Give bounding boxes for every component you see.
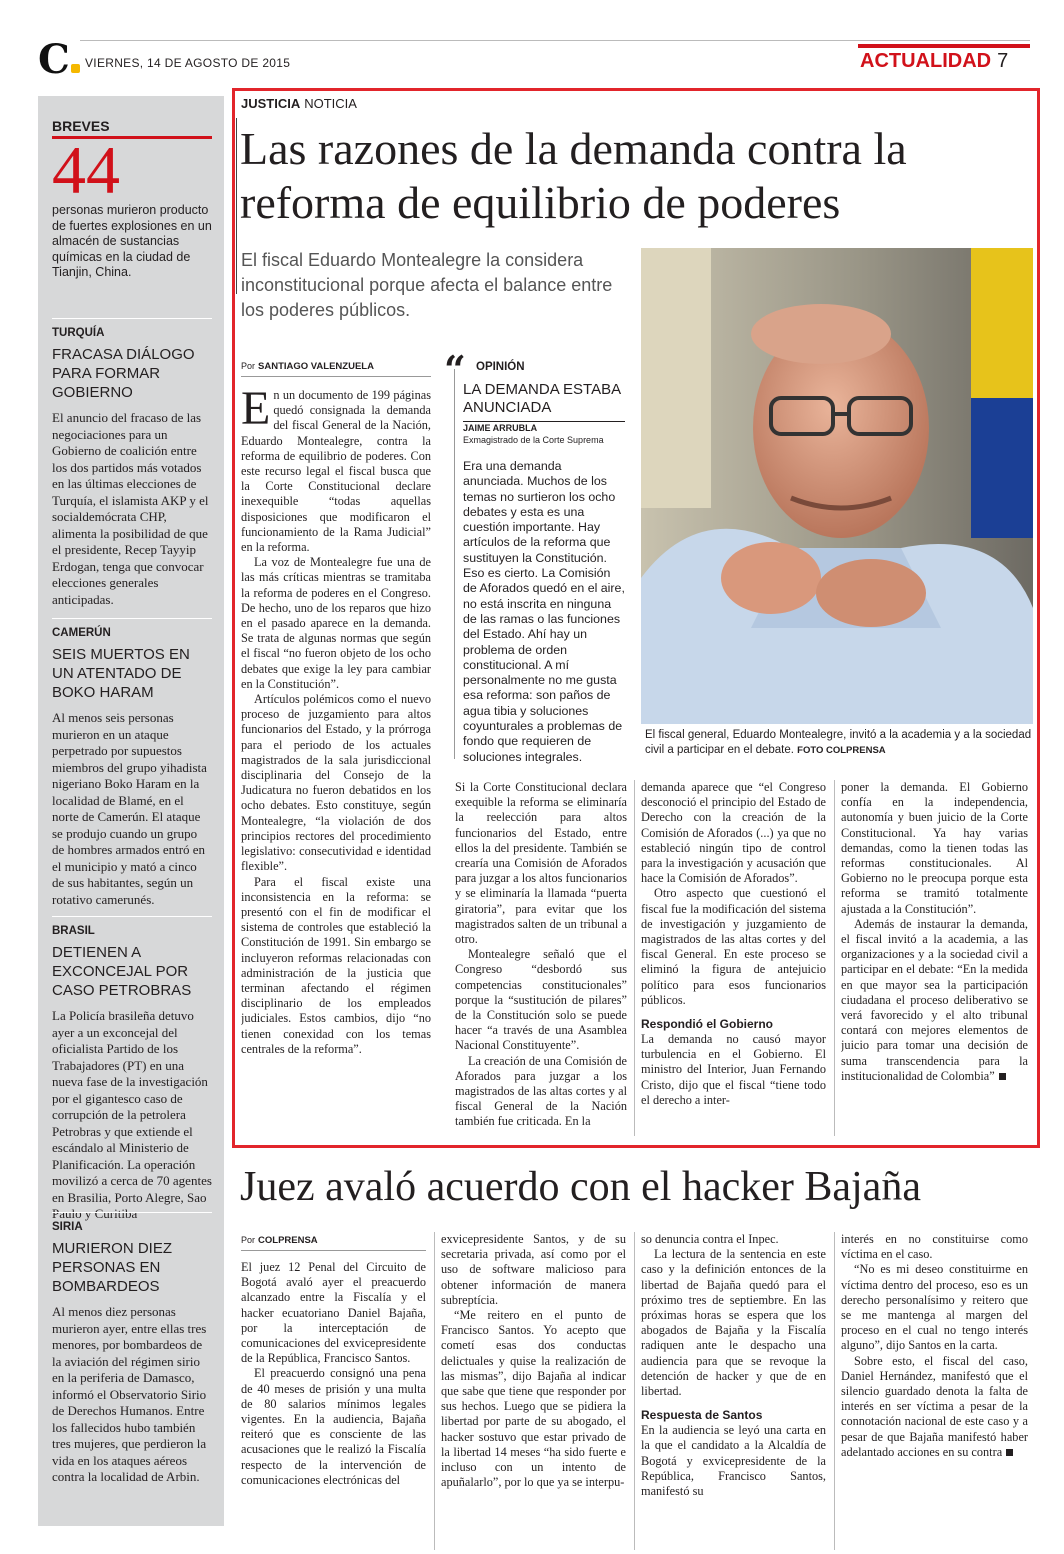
end-mark-icon bbox=[999, 1073, 1006, 1080]
body-paragraph: Si la Corte Constitucional declara exequible la reforma se eliminaría la reelección para altos funcionarios del Estado, entre ellos la del presidente. También se crearía una Comisión de Aforados para juzgar a los altos funcionarios y se eliminaría la llamada “puerta giratoria”, para evitar que los magistrados salten de un tribunal a otro. bbox=[455, 780, 627, 947]
sidebar-item-text: El anuncio del fracaso de las negociaciones para un Gobierno de coalición entre los dos partidos más votados en las últimas elecciones de Turquía, el islamista AKP y el socialdemócrata CHP, alimenta la posibilidad de que el presidente, Recep Tayyip Erdogan, tenga que convocar elecciones generales anticipadas. bbox=[52, 410, 209, 607]
logo-dot bbox=[71, 64, 80, 73]
section-label bbox=[860, 50, 1008, 73]
sidebar-item-headline: SEIS MUERTOS EN UN ATENTADO DE BOKO HARAM bbox=[52, 646, 190, 701]
sidebar-divider bbox=[52, 916, 212, 917]
portrait-photo-illustration bbox=[641, 248, 1033, 724]
body-paragraph: Montealegre señaló que el Congreso “desbordó sus competencias constitucionales” porque la “sustitución de pilares” de la Constitución solo se puede hacer “a través de una Asamblea Nacional Constituyente”. bbox=[455, 947, 627, 1053]
breves-label: BREVES bbox=[52, 118, 110, 134]
sidebar-item-siria bbox=[52, 1218, 212, 1486]
article-column-1 bbox=[241, 388, 431, 1136]
column-rule bbox=[634, 1232, 635, 1550]
sidebar-divider bbox=[52, 1212, 212, 1213]
body-paragraph: so denuncia contra el Inpec. bbox=[641, 1232, 779, 1246]
sidebar-item-headline: DETIENEN A EXCONCEJAL POR CASO PETROBRAS bbox=[52, 944, 192, 999]
opinion-text: Era una demanda anunciada. Muchos de los temas no surtieron los ocho debates y esta es una cuestión importante. Hay artículos de la reforma que sustituyen la Constitución. Eso es cierto. La Comisión de Aforados quedó en el aire, no está inscrita en ninguna de las ramas o las funciones del Estado. Ahí hay un problema de orden constitucional. A mí personalmente no me gusta esa reforma: son paños de agua tibia y soluciones coyunturales a problemas de fondo que requieren de soluciones integrales. bbox=[463, 459, 625, 764]
article-subhead: Respuesta de Santos bbox=[641, 1408, 763, 1423]
body-paragraph: La demanda no causó mayor turbulencia en el Gobierno. El ministro del Interior, Juan Fernando Cristo, dijo que el fiscal “tiene todo el derecho a inter- bbox=[641, 1032, 826, 1107]
opinion-label: OPINIÓN bbox=[476, 361, 525, 373]
column-rule bbox=[834, 1232, 835, 1550]
byline-prefix: Por bbox=[241, 1235, 256, 1245]
article2-column-4 bbox=[841, 1232, 1028, 1550]
byline-author: SANTIAGO VALENZUELA bbox=[258, 361, 374, 372]
opinion-rule bbox=[454, 369, 455, 759]
breves-number: 44 bbox=[52, 132, 120, 208]
page-number: 7 bbox=[997, 50, 1009, 72]
article-byline bbox=[241, 361, 431, 377]
sidebar-item-turquia bbox=[52, 324, 212, 608]
body-paragraph bbox=[241, 388, 431, 555]
sidebar-item-camerun bbox=[52, 624, 212, 908]
section-rule bbox=[858, 44, 1030, 48]
article-column-4 bbox=[841, 780, 1028, 1136]
body-paragraph bbox=[841, 1354, 1028, 1460]
breves-block bbox=[52, 114, 212, 281]
sidebar-breves bbox=[38, 96, 224, 1526]
body-paragraph: En la audiencia se leyó una carta en la que el candidato a la Alcaldía de Bogotá y exvicepresidente de la República, Francisco Santos, manifestó su bbox=[641, 1423, 826, 1499]
body-paragraph: “No es mi deseo constituirme en víctima dentro del proceso, eso es un derecho personalísimo y reitero que se me mantenga al margen del proceso en el cual no tengo interés alguno”, dijo Santos en la carta. bbox=[841, 1262, 1028, 1353]
sidebar-item-text: La Policía brasileña detuvo ayer a un exconcejal del oficialista Partido de los Trabajadores (PT) en una nueva fase de la investigación por el gigantesco caso de corrupción de la petrolera Petrobras y que extiende el escándalo al Ministerio de Planificación. La operación movilizó a cerca de 70 agentes en Brasilia, Porto Alegre, Sao Paulo y Curitiba bbox=[52, 1008, 212, 1221]
body-paragraph: interés en no constituirse como víctima en el caso. bbox=[841, 1232, 1028, 1262]
paragraph-rest: n un documento de 199 páginas quedó consignada la demanda del fiscal General de la Nación, Eduardo Montealegre, contra la reforma de equilibrio de poderes. Con este recurso legal el fiscal busca que la Corte Constitucional declare inexequible “todas aquellas disposiciones que modificaron el funcionamiento de la Rama Judicial” en la reforma. bbox=[241, 388, 431, 555]
body-paragraph: El preacuerdo consignó una pena de 40 meses de prisión y una multa de 80 salarios mínimos legales vigentes. En la audiencia, Bajaña reiteró que es consciente de las acusaciones que le realizó la Fiscalía respecto de la intervención de comunicaciones electrónicas del bbox=[241, 1366, 426, 1487]
article-photo bbox=[641, 248, 1033, 724]
article2-headline: Juez avaló acuerdo con el hacker Bajaña bbox=[240, 1164, 921, 1210]
article2-byline bbox=[241, 1235, 426, 1251]
caption-text: El fiscal general, Eduardo Montealegre, invitó a la academia y a la sociedad civil a participar en el debate. bbox=[645, 729, 1032, 756]
drop-cap: E bbox=[241, 388, 271, 435]
article2-column-1 bbox=[241, 1260, 426, 1550]
opinion-author-role: Exmagistrado de la Corte Suprema bbox=[463, 435, 604, 445]
breves-text: personas murieron producto de fuertes explosiones en un almacén de sustancias químicas en la ciudad de Tianjin, China. bbox=[52, 203, 212, 279]
sidebar-item-brasil bbox=[52, 922, 212, 1223]
paragraph-text: Además de instaurar la demanda, el fiscal invitó a la academia, a las organizaciones y a la sociedad civil a participar en el debate: “En la medida en que mayor sea la participación ciudadana el proceso deliberativo se verá favorecido y el alto tribunal contará con mejores elementos de juicio para tomar una decisión de suma transcendencia para la institucionalidad de Colombia” bbox=[841, 916, 1028, 1083]
article2-column-2 bbox=[441, 1232, 626, 1550]
photo-caption bbox=[645, 728, 1033, 758]
article-subhead: Respondió el Gobierno bbox=[641, 1017, 774, 1032]
dateline: VIERNES, 14 DE AGOSTO DE 2015 bbox=[85, 56, 291, 70]
sidebar-item-category: SIRIA bbox=[52, 1221, 83, 1233]
column-rule bbox=[834, 780, 835, 1136]
section-name: ACTUALIDAD bbox=[860, 50, 992, 72]
opinion-author: JAIME ARRUBLA bbox=[463, 423, 538, 433]
article-column-2 bbox=[455, 780, 627, 1136]
article2-column-3 bbox=[641, 1232, 826, 1550]
opinion-box bbox=[444, 347, 626, 764]
body-paragraph: El juez 12 Penal del Circuito de Bogotá avaló ayer el preacuerdo alcanzado entre la Fiscalía y el hacker ecuatoriano Daniel Bajaña, por la interceptación de comunicaciones del exvicepresidente de la República, Francisco Santos. bbox=[241, 1260, 426, 1366]
sidebar-item-category: TURQUÍA bbox=[52, 327, 105, 339]
body-paragraph: “Me reitero en el punto de Francisco Santos. Yo acepto que cometí esas dos conductas delictuales y quise la realización de las mismas”, dijo Bajaña al indicar que sabe que tiene que responder por sus hechos. Luego que se pidiera la libertad por parte de su abogado, el hacker sostuvo que estar privado de la libertad 14 meses “ha sido fuerte e incluso con un intento de apuñalarlo”, por lo que ya se interpu- bbox=[441, 1308, 626, 1490]
article-headline: Las razones de la demanda contra la reforma de equilibrio de poderes bbox=[240, 123, 907, 228]
column-rule bbox=[434, 1232, 435, 1550]
quote-mark-icon: “ bbox=[444, 347, 466, 392]
kicker-section: JUSTICIA bbox=[241, 96, 301, 111]
body-paragraph: La lectura de la sentencia en este caso y la definición entonces de la libertad de Bajaña quedó para el próximo tres de septiembre. En las próximas horas se espera que los abogados de Bajaña y la Fiscalía radiquen ante le despacho una audiencia para que se revoque la detención de hacker y que de en libertad. bbox=[641, 1247, 826, 1399]
sidebar-divider bbox=[52, 318, 212, 319]
logo-letter: C bbox=[38, 36, 70, 83]
body-paragraph: Artículos polémicos como el nuevo proceso de juzgamiento para altos funcionarios del Estado, y la prórroga para el periodo de los actuales magistrados de la sala jurisdiccional disciplinaria del Consejo de la Judicatura no fueron debatidos en los ocho debates. Esto constituye, según Montealegre, “la violación de dos principios rectores del procedimiento legislativo: consecutividad e identidad flexible”. bbox=[241, 692, 431, 874]
body-paragraph: exvicepresidente Santos, y de su secretaria privada, así como por el uso de software malicioso para obtener información de manera subreptícia. bbox=[441, 1232, 626, 1307]
sidebar-item-text: Al menos diez personas murieron ayer, entre ellas tres menores, por bombardeos de la aviación del régimen sirio en la periferia de Damasco, informó el Observatorio Sirio de Derechos Humanos. Entre los fallecidos hubo también tres mujeres, que perdieron la vida en los ataques aéreos contra la localidad de Arbin. bbox=[52, 1304, 207, 1484]
sidebar-item-text: Al menos seis personas murieron en un ataque perpetrado por supuestos miembros del grupo yihadista nigeriano Boko Haram en la localidad de Blamé, en el norte de Camerún. El ataque se produjo cuando un grupo de hombres armados entró en el municipio y mató a cinco de sus habitantes, según un rotativo camerunés. bbox=[52, 710, 207, 907]
article-deck: El fiscal Eduardo Montealegre la considera inconstitucional porque afecta el balance entre los poderes públicos. bbox=[241, 250, 613, 320]
header-top-rule bbox=[80, 40, 1030, 41]
photo-credit: FOTO COLPRENSA bbox=[797, 745, 886, 756]
sidebar-item-category: CAMERÚN bbox=[52, 627, 111, 639]
end-mark-icon bbox=[1006, 1449, 1013, 1456]
kicker-type: NOTICIA bbox=[304, 96, 357, 111]
sidebar-item-headline: MURIERON DIEZ PERSONAS EN BOMBARDEOS bbox=[52, 1240, 172, 1295]
body-paragraph: Para el fiscal existe una inconsistencia en la reforma: se presentó con el fin de modificar el sistema de controles que estableció la Constitución de 1991. Sin embargo se incluyeron reformas relacionadas con administración de la justicia que terminan afectando el régimen disciplinario de los empleados judiciales. Estos cambios, dijo “no tienen conexidad con los temas centrales de la reforma”. bbox=[241, 874, 431, 1056]
column-rule bbox=[634, 780, 635, 1136]
article-kicker bbox=[241, 96, 357, 111]
body-paragraph: La voz de Montealegre fue una de las más críticas mientras se tramitaba la reforma de poderes en el Congreso. De hecho, uno de los reparos que hizo en el pasado aparece en la demanda. Se trata de algunas normas que según el fiscal “no fueron objeto de los ocho debates que exige la ley para cambiar en la Constitución”. bbox=[241, 555, 431, 691]
sidebar-item-headline: FRACASA DIÁLOGO PARA FORMAR GOBIERNO bbox=[52, 346, 195, 401]
byline-prefix: Por bbox=[241, 361, 256, 371]
body-paragraph: poner la demanda. El Gobierno confía en la independencia, autonomía y buen juicio de la Corte Constitucional. Ya hay varias demandas, como la tienen todas las reformas constitucionales. Al Gobierno no le preocupa porque esta reforma se tramitó totalmente ajustada a la Constitución”. bbox=[841, 780, 1028, 916]
sidebar-divider bbox=[52, 618, 212, 619]
body-paragraph: Otro aspecto que cuestionó el fiscal fue la modificación del sistema de investigación y juzgamiento de magistrados de las altas cortes y del fiscal General. En este proceso se eliminó la figura de antejuicio político para esos funcionarios públicos. bbox=[641, 886, 826, 1007]
sidebar-item-category: BRASIL bbox=[52, 925, 95, 937]
article-column-3 bbox=[641, 780, 826, 1136]
body-paragraph bbox=[841, 917, 1028, 1084]
opinion-title: LA DEMANDA ESTABA ANUNCIADA bbox=[463, 381, 625, 422]
body-paragraph: La creación de una Comisión de Aforados para juzgar a los magistrados de las altas cortes y al fiscal General de la Nación también fue criticada. En la bbox=[455, 1053, 627, 1129]
body-paragraph: demanda aparece que “el Congreso desconoció el principio del Estado de Derecho con la creación de la Comisión de Aforados (...) ya que no estableció ningún tipo de control para la investigación y acusación que hace la Comisión de Aforados”. bbox=[641, 780, 826, 886]
paragraph-text: Sobre esto, el fiscal del caso, Daniel Hernández, manifestó que el silencio guardado denota la falta de interés en ser víctima a pesar de la connotación nacional de este caso y a pesar de que Bajaña manifestó haber adelantado acciones en su contra bbox=[841, 1353, 1028, 1459]
byline-author: COLPRENSA bbox=[258, 1235, 318, 1246]
newspaper-logo bbox=[38, 36, 80, 83]
